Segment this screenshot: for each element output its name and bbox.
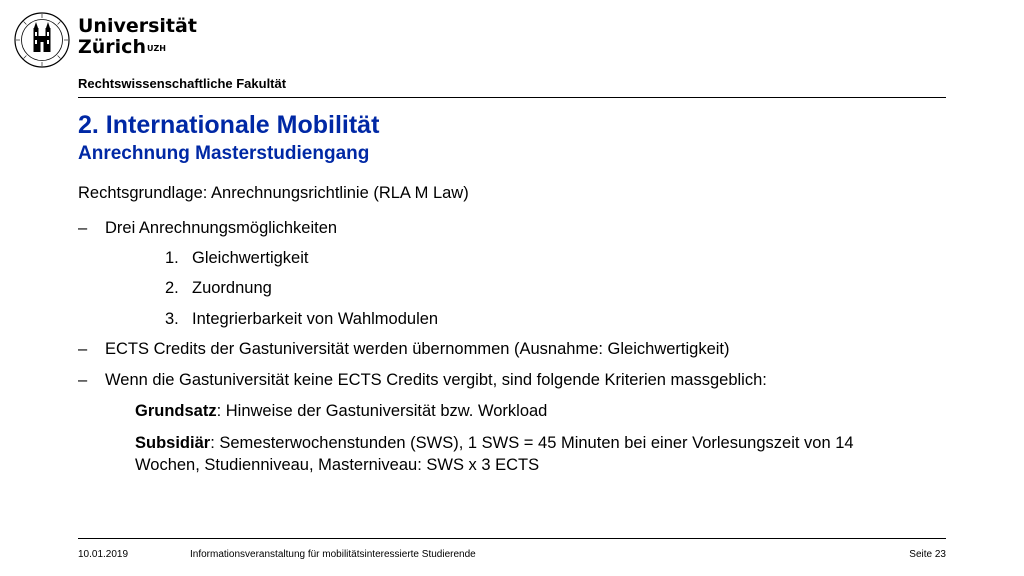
university-wordmark [78, 16, 197, 58]
university-name-line2 [78, 37, 197, 58]
criterion-text: : Hinweise der Gastuniversität bzw. Workload [216, 402, 548, 420]
footer-date: 10.01.2019 [78, 549, 129, 560]
criterion-label: Grundsatz [135, 402, 217, 420]
footer-event: Informationsveranstaltung für mobilitätsinteressierte Studierende [190, 549, 476, 560]
slide-title: 2. Internationale Mobilität [78, 111, 380, 139]
faculty-name: Rechtswissenschaftliche Fakultät [78, 76, 287, 91]
criterion-label: Subsidiär [135, 434, 211, 452]
item-text: Gleichwertigkeit [192, 249, 309, 267]
bullet-dash: – [78, 371, 88, 389]
university-seal-logo [14, 12, 70, 68]
numbered-item [165, 279, 272, 298]
criterion-text-continued: Wochen, Studienniveau, Masterniveau: SWS x 3 ECTS [135, 456, 540, 474]
item-number: 3. [165, 310, 179, 328]
university-abbrev: UZH [146, 44, 166, 53]
footer-page-number: Seite 23 [909, 549, 946, 560]
item-text: Integrierbarkeit von Wahlmodulen [192, 310, 439, 328]
header-divider [78, 97, 946, 98]
item-number: 1. [165, 249, 179, 267]
item-number: 2. [165, 279, 179, 297]
bullet-text: Wenn die Gastuniversität keine ECTS Credits vergibt, sind folgende Kriterien massgeblich: [105, 371, 767, 389]
footer-divider [78, 538, 946, 539]
bullet-text: Drei Anrechnungsmöglichkeiten [105, 219, 338, 237]
numbered-item [165, 249, 308, 268]
bullet-dash: – [78, 340, 88, 358]
intro-text: Rechtsgrundlage: Anrechnungsrichtlinie (RLA M Law) [78, 184, 469, 202]
bullet-text: ECTS Credits der Gastuniversität werden übernommen (Ausnahme: Gleichwertigkeit) [105, 340, 730, 358]
university-name-zurich: Zürich [78, 36, 146, 58]
criterion-grundsatz [135, 400, 547, 422]
criterion-subsidiaer [135, 432, 854, 476]
item-text: Zuordnung [192, 279, 272, 297]
slide-subtitle: Anrechnung Masterstudiengang [78, 143, 370, 164]
criterion-text: : Semesterwochenstunden (SWS), 1 SWS = 45 Minuten bei einer Vorlesungszeit von 14 [210, 434, 854, 452]
numbered-item [165, 310, 438, 329]
university-name-line1: Universität [78, 15, 197, 37]
bullet-dash: – [78, 219, 88, 237]
